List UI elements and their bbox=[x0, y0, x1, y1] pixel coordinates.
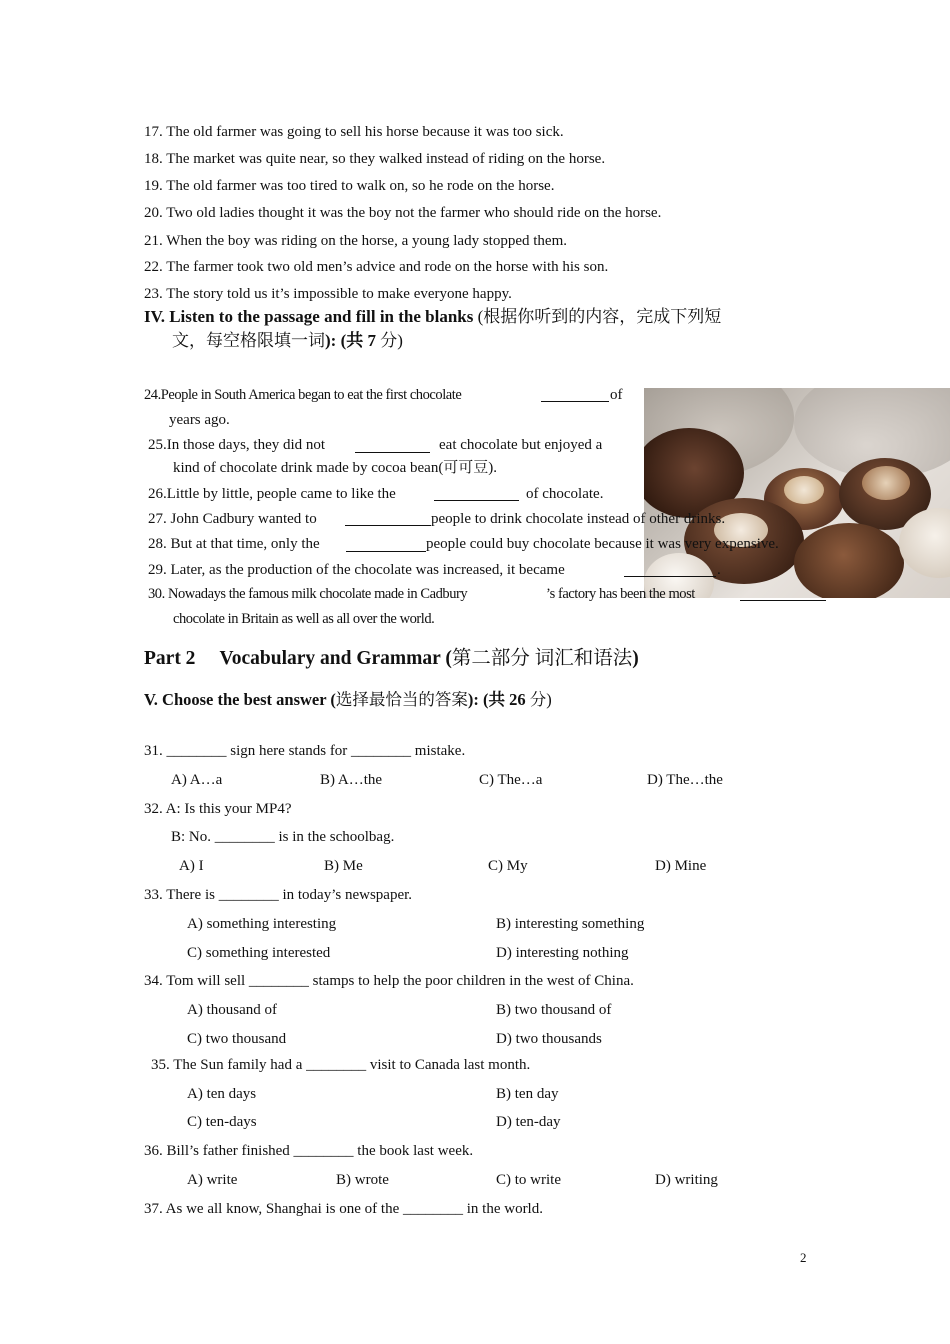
option-34-d[interactable]: D) two thousands bbox=[496, 1031, 602, 1047]
option-32-c[interactable]: C) My bbox=[488, 858, 528, 874]
question-33: 33. There is ________ in today’s newspaper. bbox=[144, 887, 413, 903]
section-5-title: V. Choose the best answer bbox=[144, 690, 327, 709]
answer-blank-24[interactable] bbox=[541, 401, 609, 402]
option-32-a[interactable]: A) I bbox=[179, 858, 204, 874]
part-2-cn-close: ) bbox=[632, 648, 639, 669]
question-24-of: of bbox=[610, 387, 623, 403]
option-33-a[interactable]: A) something interesting bbox=[187, 916, 337, 932]
page-number: 2 bbox=[800, 1250, 807, 1265]
section-4-heading bbox=[144, 306, 721, 328]
question-28-cont: people could buy chocolate because it was very expensive. bbox=[426, 536, 779, 552]
section-4-heading-line2 bbox=[172, 330, 403, 352]
question-19: 19. The old farmer was too tired to walk on, so he rode on the horse. bbox=[144, 178, 555, 194]
option-33-c[interactable]: C) something interested bbox=[187, 945, 331, 961]
option-31-c[interactable]: C) The…a bbox=[479, 772, 543, 788]
question-23: 23. The story told us it’s impossible to make everyone happy. bbox=[144, 286, 512, 302]
answer-blank-30[interactable] bbox=[740, 600, 826, 601]
option-36-c[interactable]: C) to write bbox=[496, 1172, 561, 1188]
question-29-period: . bbox=[717, 562, 721, 578]
question-24-text: 24.People in South America began to eat the first chocolate bbox=[144, 387, 462, 403]
question-26-cont: of chocolate. bbox=[526, 486, 604, 502]
question-22: 22. The farmer took two old men’s advice and rode on the horse with his son. bbox=[144, 259, 609, 275]
question-27-cont: people to drink chocolate instead of other drinks. bbox=[431, 511, 726, 527]
chocolate-photo bbox=[644, 388, 950, 598]
option-33-b[interactable]: B) interesting something bbox=[496, 916, 645, 932]
question-32-b: B: No. ________ is in the schoolbag. bbox=[171, 829, 395, 845]
question-18: 18. The market was quite near, so they walked instead of riding on the horse. bbox=[144, 151, 606, 167]
part-2-cn: 第二部分 词汇和语法 bbox=[451, 648, 633, 669]
question-30-line2: chocolate in Britain as well as all over the world. bbox=[173, 611, 435, 627]
question-34: 34. Tom will sell ________ stamps to help the poor children in the west of China. bbox=[144, 973, 634, 989]
answer-blank-25[interactable] bbox=[355, 452, 430, 453]
part-2-heading bbox=[144, 647, 639, 671]
section-4-note-line2: 文，每空格限填一词 bbox=[172, 331, 325, 350]
question-30-text: 30. Nowadays the famous milk chocolate made in Cadbury bbox=[148, 586, 468, 602]
option-31-b[interactable]: B) A…the bbox=[320, 772, 383, 788]
answer-blank-27[interactable] bbox=[345, 525, 431, 526]
part-2-label: Part 2 bbox=[144, 648, 196, 669]
option-31-d[interactable]: D) The…the bbox=[647, 772, 723, 788]
question-20: 20. Two old ladies thought it was the boy not the farmer who should ride on the horse. bbox=[144, 205, 662, 221]
question-37: 37. As we all know, Shanghai is one of the ________ in the world. bbox=[144, 1201, 543, 1217]
question-30-cont: ’s factory has been the most bbox=[546, 586, 695, 602]
answer-blank-29[interactable] bbox=[624, 576, 716, 577]
section-5-score: 26 bbox=[509, 690, 526, 709]
section-5-score-post: 分) bbox=[525, 690, 552, 709]
section-4-score: 7 bbox=[367, 331, 376, 350]
section-5-cn-open: ( bbox=[326, 690, 336, 709]
question-28-text: 28. But at that time, only the bbox=[148, 536, 320, 552]
option-32-d[interactable]: D) Mine bbox=[655, 858, 707, 874]
section-4-note-line1: (根据你听到的内容，完成下列短 bbox=[477, 307, 722, 326]
option-34-a[interactable]: A) thousand of bbox=[187, 1002, 277, 1018]
option-34-c[interactable]: C) two thousand bbox=[187, 1031, 287, 1047]
question-21: 21. When the boy was riding on the horse, a young lady stopped them. bbox=[144, 233, 567, 249]
part-2-cn-open: ( bbox=[440, 648, 452, 669]
option-31-a[interactable]: A) A…a bbox=[171, 772, 223, 788]
question-31: 31. ________ sign here stands for ________ mistake. bbox=[144, 743, 466, 759]
answer-blank-28[interactable] bbox=[346, 551, 426, 552]
question-26-text: 26.Little by little, people came to like the bbox=[148, 486, 396, 502]
question-25-line2: kind of chocolate drink made by cocoa bean(可可豆). bbox=[173, 460, 498, 476]
question-36: 36. Bill’s father finished ________ the book last week. bbox=[144, 1143, 474, 1159]
option-32-b[interactable]: B) Me bbox=[324, 858, 363, 874]
answer-blank-26[interactable] bbox=[434, 500, 519, 501]
question-24-cont: years ago. bbox=[169, 412, 230, 428]
option-33-d[interactable]: D) interesting nothing bbox=[496, 945, 629, 961]
question-25-cont: eat chocolate but enjoyed a bbox=[439, 437, 603, 453]
section-5-score-pre: ): (共 bbox=[467, 690, 510, 709]
option-34-b[interactable]: B) two thousand of bbox=[496, 1002, 612, 1018]
option-35-d[interactable]: D) ten-day bbox=[496, 1114, 561, 1130]
section-5-heading bbox=[144, 690, 552, 710]
part-2-title: Vocabulary and Grammar bbox=[219, 648, 441, 669]
question-29-text: 29. Later, as the production of the chocolate was increased, it became bbox=[148, 562, 565, 578]
question-27-text: 27. John Cadbury wanted to bbox=[148, 511, 317, 527]
option-36-d[interactable]: D) writing bbox=[655, 1172, 718, 1188]
question-25-text: 25.In those days, they did not bbox=[148, 437, 326, 453]
question-32: 32. A: Is this your MP4? bbox=[144, 801, 292, 817]
option-35-b[interactable]: B) ten day bbox=[496, 1086, 559, 1102]
option-36-a[interactable]: A) write bbox=[187, 1172, 238, 1188]
section-4-score-pre: ): (共 bbox=[325, 331, 368, 350]
option-35-c[interactable]: C) ten-days bbox=[187, 1114, 257, 1130]
question-35: 35. The Sun family had a ________ visit to Canada last month. bbox=[151, 1057, 531, 1073]
option-36-b[interactable]: B) wrote bbox=[336, 1172, 389, 1188]
option-35-a[interactable]: A) ten days bbox=[187, 1086, 257, 1102]
section-4-score-post: 分) bbox=[375, 331, 403, 350]
section-5-cn: 选择最恰当的答案 bbox=[335, 690, 468, 709]
section-4-title: IV. Listen to the passage and fill in the blanks bbox=[144, 307, 474, 326]
question-17: 17. The old farmer was going to sell his horse because it was too sick. bbox=[144, 124, 564, 140]
